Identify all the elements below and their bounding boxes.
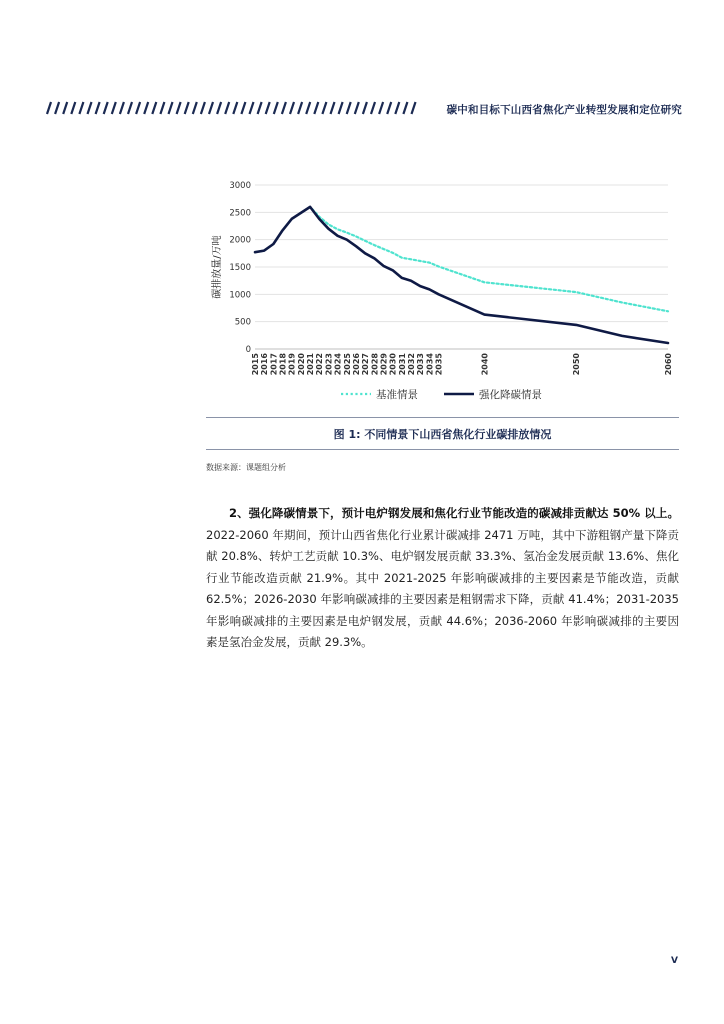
x-tick-label: 2030 xyxy=(388,353,398,376)
y-tick-label: 2000 xyxy=(229,235,251,246)
stripe-mark xyxy=(88,102,92,114)
stripe-mark xyxy=(144,102,148,114)
data-source-note: 数据来源：课题组分析 xyxy=(206,463,286,472)
header-stripe-decoration xyxy=(44,101,420,115)
stripe-mark xyxy=(225,102,229,114)
x-tick-label: 2033 xyxy=(416,353,426,376)
stripe-mark xyxy=(55,102,59,114)
y-tick-label: 3000 xyxy=(229,181,251,191)
running-header-title: 碳中和目标下山西省焦化产业转型发展和定位研究 xyxy=(446,104,682,116)
chart-legend xyxy=(341,388,542,401)
stripe-mark xyxy=(112,102,116,114)
x-tick-label: 2020 xyxy=(296,353,306,376)
x-tick-label: 2021 xyxy=(306,353,316,376)
x-tick-label: 2026 xyxy=(351,353,361,376)
y-tick-label: 1000 xyxy=(229,290,251,301)
x-tick-label: 2016 xyxy=(260,353,270,376)
stripe-mark xyxy=(63,102,67,114)
stripe-mark xyxy=(177,102,181,114)
stripe-mark xyxy=(371,102,375,114)
y-axis-ticks xyxy=(229,181,251,355)
stripe-mark xyxy=(306,102,310,114)
stripe-mark xyxy=(266,102,270,114)
legend-label: 基准情景 xyxy=(376,389,418,401)
x-tick-label: 2027 xyxy=(361,353,371,376)
paragraph-text: 2022-2060 年期间，预计山西省焦化行业累计碳减排 2471 万吨，其中下游粗钢产量下降贡献 20.8%、转炉工艺贡献 10.3%、电炉钢发展贡献 33.3%、氢冶金发展贡献 13.6%、焦化行业节能改造贡献 21.9%。其中 2021-2025 年影响碳减排的主要因素是节能改造，贡献 62.5%；2026-2030 年影响碳减排的主要因素是粗钢需求下降，贡献 41.4%；2031-2035 年影响碳减排的主要因素是电炉钢发展，贡献 44.6%；2036-2060 年影响碳减排的主要因素是氢冶金发展，贡献 29.3%。 xyxy=(206,527,679,649)
x-tick-label: 2029 xyxy=(379,353,389,376)
x-tick-label: 2025 xyxy=(342,353,352,376)
x-tick-label: 2019 xyxy=(287,353,297,376)
figure-caption: 图 1: 不同情景下山西省焦化行业碳排放情况 xyxy=(333,428,552,441)
stripe-mark xyxy=(193,102,197,114)
x-tick-label: 2022 xyxy=(315,353,325,376)
x-tick-label: 2060 xyxy=(664,353,673,376)
x-tick-label: 2031 xyxy=(397,353,407,376)
stripe-mark xyxy=(379,102,383,114)
stripe-mark xyxy=(258,102,262,114)
y-axis-label: 碳排放量/万吨 xyxy=(212,235,223,299)
stripe-mark xyxy=(47,102,51,114)
stripe-mark xyxy=(403,102,407,114)
x-tick-label: 2032 xyxy=(407,353,417,376)
stripe-mark xyxy=(233,102,237,114)
stripe-mark xyxy=(241,102,245,114)
stripe-mark xyxy=(104,102,108,114)
y-tick-label: 0 xyxy=(245,345,251,355)
body-paragraph xyxy=(206,503,679,654)
stripe-mark xyxy=(79,102,83,114)
stripe-mark xyxy=(152,102,156,114)
x-tick-label: 2015 xyxy=(251,353,260,376)
x-axis-ticks xyxy=(251,353,673,376)
page-number: V xyxy=(671,956,678,966)
y-tick-label: 500 xyxy=(234,317,251,328)
stripe-mark xyxy=(363,102,367,114)
x-tick-label: 2023 xyxy=(324,353,334,376)
stripe-mark xyxy=(387,102,391,114)
stripe-mark xyxy=(185,102,189,114)
y-tick-label: 1500 xyxy=(229,263,251,273)
stripe-mark xyxy=(250,102,254,114)
caption-rule-top xyxy=(206,417,679,418)
stripe-mark xyxy=(412,102,416,114)
x-tick-label: 2024 xyxy=(333,353,343,376)
stripe-mark xyxy=(71,102,75,114)
caption-rule-bottom xyxy=(206,449,679,450)
x-tick-label: 2035 xyxy=(434,353,444,376)
x-tick-label: 2050 xyxy=(572,353,582,376)
stripe-mark xyxy=(128,102,132,114)
stripe-mark xyxy=(395,102,399,114)
stripe-mark xyxy=(290,102,294,114)
x-tick-label: 2018 xyxy=(278,353,288,376)
stripe-mark xyxy=(331,102,335,114)
stripe-mark xyxy=(201,102,205,114)
stripe-mark xyxy=(298,102,302,114)
stripe-mark xyxy=(347,102,351,114)
stripe-mark xyxy=(160,102,164,114)
stripe-mark xyxy=(282,102,286,114)
stripe-mark xyxy=(217,102,221,114)
stripe-mark xyxy=(209,102,213,114)
y-tick-label: 2500 xyxy=(229,208,251,219)
stripe-mark xyxy=(169,102,173,114)
stripe-mark xyxy=(120,102,124,114)
stripe-mark xyxy=(339,102,343,114)
x-tick-label: 2040 xyxy=(480,353,490,376)
stripe-mark xyxy=(314,102,318,114)
legend-label: 强化降碳情景 xyxy=(479,389,542,401)
paragraph-lead: 2、强化降碳情景下，预计电炉钢发展和焦化行业节能改造的碳减排贡献达 50% 以上。 xyxy=(229,506,679,520)
x-tick-label: 2028 xyxy=(370,353,380,376)
emissions-line-chart xyxy=(204,170,684,410)
stripe-mark xyxy=(96,102,100,114)
x-tick-label: 2017 xyxy=(269,353,279,376)
stripe-mark xyxy=(274,102,278,114)
stripe-mark xyxy=(355,102,359,114)
stripe-mark xyxy=(322,102,326,114)
x-tick-label: 2034 xyxy=(425,353,435,376)
chart-gridlines xyxy=(255,185,668,349)
series-line-baseline xyxy=(255,207,668,311)
stripe-mark xyxy=(136,102,140,114)
